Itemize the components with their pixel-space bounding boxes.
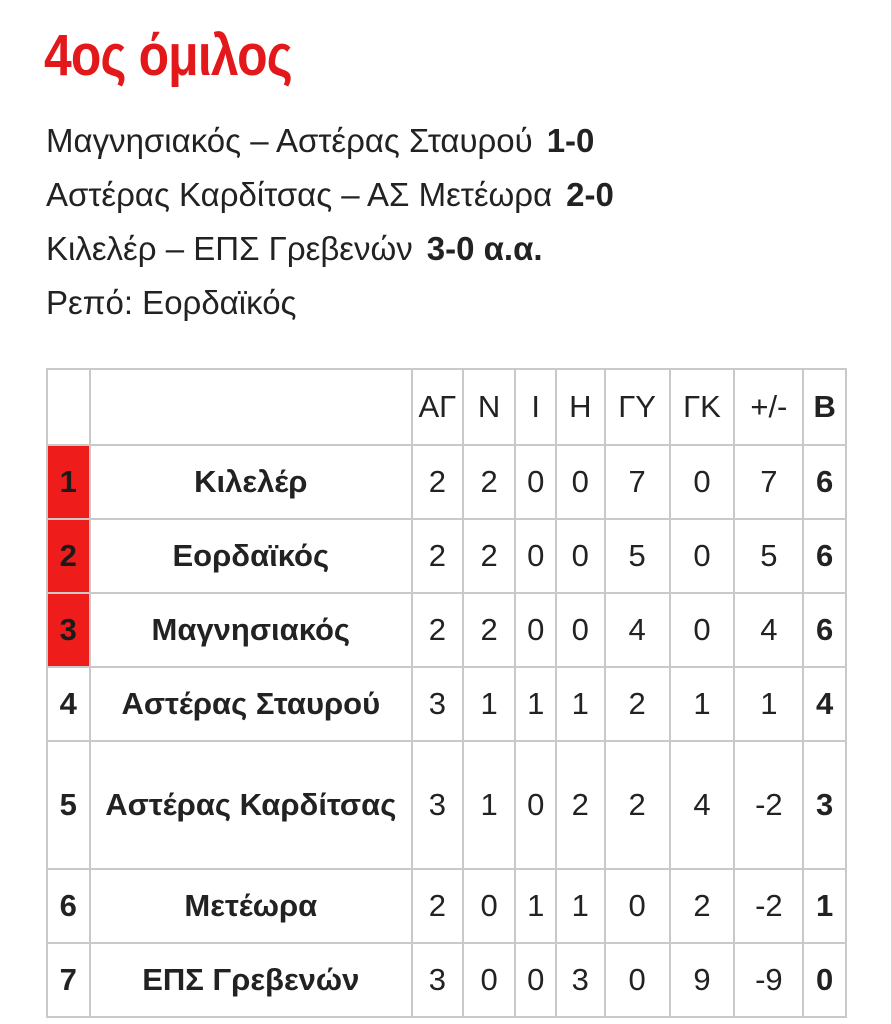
header-position [47,369,90,445]
draws-cell: 0 [515,741,556,869]
header-goals-for: ΓΥ [605,369,670,445]
played-cell: 2 [412,593,463,667]
team-name-cell: Κιλελέρ [90,445,412,519]
goal-difference-cell: 1 [734,667,803,741]
losses-cell: 3 [556,943,605,1017]
losses-cell: 0 [556,593,605,667]
away-team: ΕΠΣ Γρεβενών [193,230,413,267]
table-row [47,869,846,943]
header-goal-difference: +/- [734,369,803,445]
goals-for-cell: 7 [605,445,670,519]
points-cell: 4 [803,667,846,741]
group-title: 4ος όμιλος [44,23,292,88]
team-name-cell: Εορδαϊκός [90,519,412,593]
goals-for-cell: 2 [605,667,670,741]
points-cell: 6 [803,445,846,519]
away-team: ΑΣ Μετέωρα [367,176,553,213]
match-results [46,118,866,334]
position-cell: 3 [47,593,90,667]
position-cell: 1 [47,445,90,519]
draws-cell: 1 [515,667,556,741]
wins-cell: 1 [463,741,516,869]
goal-difference-cell: 7 [734,445,803,519]
team-separator: – [341,176,360,213]
team-name-cell: Αστέρας Σταυρού [90,667,412,741]
table-header-row [47,369,846,445]
goal-difference-cell: 4 [734,593,803,667]
losses-cell: 1 [556,869,605,943]
played-cell: 2 [412,519,463,593]
goals-for-cell: 2 [605,741,670,869]
draws-cell: 0 [515,445,556,519]
table-row [47,741,846,869]
goal-difference-cell: 5 [734,519,803,593]
played-cell: 3 [412,667,463,741]
home-team: Αστέρας Καρδίτσας [46,176,333,213]
draws-cell: 0 [515,943,556,1017]
played-cell: 3 [412,943,463,1017]
match-result [46,226,866,280]
points-cell: 0 [803,943,846,1017]
draws-cell: 1 [515,869,556,943]
header-wins: Ν [463,369,516,445]
home-team: Μαγνησιακός [46,122,242,159]
goals-against-cell: 0 [670,593,735,667]
match-result [46,172,866,226]
played-cell: 2 [412,869,463,943]
points-cell: 6 [803,593,846,667]
losses-cell: 0 [556,445,605,519]
header-points: Β [803,369,846,445]
team-name-cell: ΕΠΣ Γρεβενών [90,943,412,1017]
match-score: 3-0 α.α. [426,230,543,267]
points-cell: 3 [803,741,846,869]
wins-cell: 2 [463,445,516,519]
wins-cell: 2 [463,519,516,593]
goal-difference-cell: -2 [734,869,803,943]
standings-table [46,368,847,1018]
table-row [47,593,846,667]
goals-for-cell: 4 [605,593,670,667]
header-draws: Ι [515,369,556,445]
table-row [47,445,846,519]
wins-cell: 2 [463,593,516,667]
draws-cell: 0 [515,519,556,593]
goals-for-cell: 5 [605,519,670,593]
team-name-cell: Αστέρας Καρδίτσας [90,741,412,869]
goals-for-cell: 0 [605,869,670,943]
header-losses: Η [556,369,605,445]
position-cell: 6 [47,869,90,943]
table-row [47,519,846,593]
team-name-cell: Μαγνησιακός [90,593,412,667]
goals-against-cell: 0 [670,445,735,519]
header-goals-against: ΓΚ [670,369,735,445]
draws-cell: 0 [515,593,556,667]
position-cell: 4 [47,667,90,741]
match-score: 1-0 [546,122,595,159]
wins-cell: 0 [463,943,516,1017]
goal-difference-cell: -9 [734,943,803,1017]
points-cell: 6 [803,519,846,593]
match-result [46,118,866,172]
losses-cell: 0 [556,519,605,593]
losses-cell: 1 [556,667,605,741]
goals-against-cell: 4 [670,741,735,869]
team-separator: – [250,122,269,159]
away-team: Αστέρας Σταυρού [275,122,533,159]
header-played: ΑΓ [412,369,463,445]
header-team [90,369,412,445]
table-row [47,943,846,1017]
position-cell: 7 [47,943,90,1017]
goals-against-cell: 0 [670,519,735,593]
losses-cell: 2 [556,741,605,869]
bye-team: Ρεπό: Εορδαϊκός [46,284,297,321]
played-cell: 2 [412,445,463,519]
played-cell: 3 [412,741,463,869]
wins-cell: 1 [463,667,516,741]
goal-difference-cell: -2 [734,741,803,869]
wins-cell: 0 [463,869,516,943]
match-score: 2-0 [566,176,614,213]
table-row [47,667,846,741]
goals-for-cell: 0 [605,943,670,1017]
goals-against-cell: 1 [670,667,735,741]
team-name-cell: Μετέωρα [90,869,412,943]
goals-against-cell: 9 [670,943,735,1017]
position-cell: 5 [47,741,90,869]
team-separator: – [165,230,185,267]
goals-against-cell: 2 [670,869,735,943]
points-cell: 1 [803,869,846,943]
home-team: Κιλελέρ [46,230,157,267]
position-cell: 2 [47,519,90,593]
